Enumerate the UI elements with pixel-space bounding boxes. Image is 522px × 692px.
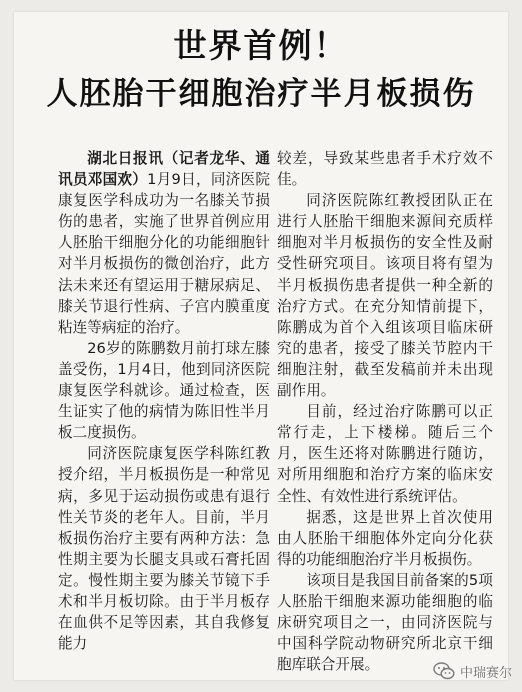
article-paragraph: 同济医院陈红教授团队正在进行人胚胎干细胞来源间充质样细胞对半月板损伤的安全性及耐受性研究项目。该项目将有望为半月板损伤患者提供一种全新的治疗方式。在充分知情前提下，陈鹏成为首个入组该项目临床研究的患者，接受了膝关节腔内干细胞注射，截至发稿前并未出现副作用。 bbox=[277, 192, 493, 400]
article-paragraph: 26岁的陈鹏数月前打球左膝盖受伤，1月4日，他到同济医院康复医学科就诊。通过检查，医生证实了他的病情为陈旧性半月板二度损伤。 bbox=[58, 339, 270, 442]
paragraph-text: 1月9日，同济医院康复医学科成功为一名膝关节损伤的患者，实施了世界首例应用人胚胎干细胞分化的功能细胞针对半月板损伤的微创治疗，此方法未来还有望运用于糖尿病足、膝关节退行性病、子宫内膜重度粘连等病症的治疗。 bbox=[58, 171, 270, 336]
article-paragraph bbox=[58, 148, 270, 338]
article-paragraph: 目前，经过治疗陈鹏可以正常行走，上下楼梯。随后三个月，医生还将对陈鹏进行随访，对所用细胞和治疗方案的临床安全性、有效性进行系统评估。 bbox=[277, 403, 493, 505]
wechat-icon bbox=[433, 662, 455, 680]
article-paragraph: 据悉，这是世界上首次使用由人胚胎干细胞体外定向分化获得的功能细胞治疗半月板损伤。 bbox=[277, 508, 493, 568]
article-left-column bbox=[58, 148, 270, 654]
watermark-text: 中瑞赛尔 bbox=[459, 665, 512, 681]
article-right-column bbox=[277, 148, 493, 675]
headline-line-2: 人胚胎干细胞治疗半月板损伤 bbox=[46, 76, 476, 112]
watermark bbox=[433, 660, 512, 682]
article-paragraph: 同济医院康复医学科陈红教授介绍，半月板损伤是一种常见病，多见于运动损伤或患有退行性关节炎的老年人。目前，半月板损伤治疗主要有两种方法：急性期主要为长腿支具或石膏托固定。慢性期主要为膝关节镜下手术和半月板切除。由于半月板存在血供不足等因素，其自我修复能力 bbox=[58, 445, 270, 653]
article-paragraph-continued: 较差，导致某些患者手术疗效不佳。 bbox=[277, 150, 493, 189]
byline: 湖北日报讯（记者龙华、通讯员邓国欢） bbox=[58, 150, 270, 189]
article-paragraph: 该项目是我国目前备案的5项人胚胎干细胞来源功能细胞的临床研究项目之一，由同济医院与中国科学院动物研究所北京干细胞库联合开展。 bbox=[277, 571, 493, 674]
headline-line-1: 世界首例！ bbox=[173, 26, 349, 65]
